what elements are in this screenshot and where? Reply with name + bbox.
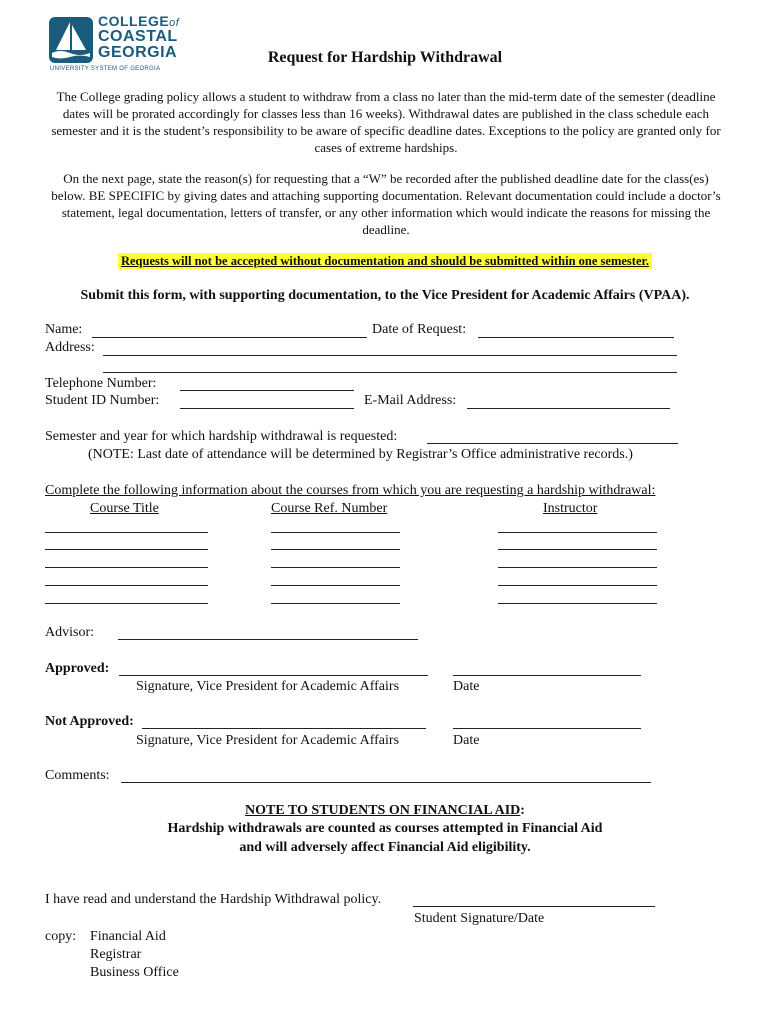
approved-signature-field[interactable]: [119, 675, 428, 676]
logo-line1: COLLEGE: [98, 13, 170, 29]
logo-line3: GEORGIA: [98, 44, 178, 61]
approved-date-field[interactable]: [453, 675, 641, 676]
not-approved-date-field[interactable]: [453, 728, 641, 729]
date-of-request-label: Date of Request:: [372, 322, 467, 337]
telephone-field[interactable]: [180, 390, 354, 391]
financial-aid-note-title: NOTE TO STUDENTS ON FINANCIAL AID:: [245, 803, 525, 818]
not-approved-label: Not Approved:: [45, 714, 134, 729]
copy-item: Business Office: [90, 965, 179, 980]
instructor-field[interactable]: [498, 549, 657, 550]
course-ref-field[interactable]: [271, 532, 400, 533]
instructions-paragraph: On the next page, state the reason(s) for requesting that a “W” be recorded after the published deadline date for the class(es) below. BE SPECIFIC by giving dates and attaching supporting documentation. Relevant documentation could include a doctor’s statement, legal documentation, letters of transfer, or any other information which would indicate the reasons for missing the deadline.: [51, 171, 721, 237]
course-title-field[interactable]: [45, 532, 208, 533]
address-field-2[interactable]: [103, 372, 677, 373]
approved-date-caption: Date: [453, 679, 480, 694]
student-id-label: Student ID Number:: [45, 393, 160, 408]
course-ref-field[interactable]: [271, 567, 400, 568]
course-ref-field[interactable]: [271, 585, 400, 586]
advisor-field[interactable]: [118, 639, 418, 640]
student-id-field[interactable]: [180, 408, 354, 409]
page-title: Request for Hardship Withdrawal: [267, 49, 503, 66]
logo-line1-suffix: of: [169, 17, 180, 29]
instructor-field[interactable]: [498, 603, 657, 604]
documentation-warning: Requests will not be accepted without documentation and should be submitted within one semester.: [0, 252, 770, 270]
instructor-header: Instructor: [543, 501, 598, 516]
course-title-field[interactable]: [45, 585, 208, 586]
student-signature-caption: Student Signature/Date: [414, 911, 545, 926]
course-title-header: Course Title: [90, 501, 159, 516]
financial-aid-note-line2: and will adversely affect Financial Aid eligibility.: [239, 840, 531, 855]
name-label: Name:: [45, 322, 83, 337]
course-title-field[interactable]: [45, 567, 208, 568]
telephone-label: Telephone Number:: [45, 376, 157, 391]
logo-line2: COASTAL: [98, 28, 178, 45]
date-of-request-field[interactable]: [478, 337, 674, 338]
course-ref-field[interactable]: [271, 549, 400, 550]
semester-label: Semester and year for which hardship withdrawal is requested:: [45, 429, 398, 444]
course-title-field[interactable]: [45, 549, 208, 550]
logo-tagline: UNIVERSITY SYSTEM OF GEORGIA: [50, 66, 161, 72]
address-label: Address:: [45, 340, 95, 355]
instructor-field[interactable]: [498, 585, 657, 586]
copy-item: Registrar: [90, 947, 142, 962]
submit-instruction: Submit this form, with supporting documentation, to the Vice President for Academic Affairs (VPAA).: [80, 288, 690, 303]
instructor-field[interactable]: [498, 567, 657, 568]
address-field-1[interactable]: [103, 355, 677, 356]
email-field[interactable]: [467, 408, 670, 409]
not-approved-signature-caption: Signature, Vice President for Academic Affairs: [136, 733, 400, 748]
email-label: E-Mail Address:: [364, 393, 457, 408]
acknowledge-statement: I have read and understand the Hardship Withdrawal policy.: [45, 892, 382, 907]
financial-aid-note-line1: Hardship withdrawals are counted as courses attempted in Financial Aid: [167, 821, 603, 836]
instructor-field[interactable]: [498, 532, 657, 533]
name-field[interactable]: [92, 337, 367, 338]
not-approved-date-caption: Date: [453, 733, 480, 748]
comments-label: Comments:: [45, 768, 110, 783]
not-approved-signature-field[interactable]: [142, 728, 426, 729]
approved-label: Approved:: [45, 661, 110, 676]
semester-field[interactable]: [427, 443, 678, 444]
course-ref-header: Course Ref. Number: [271, 501, 388, 516]
approved-signature-caption: Signature, Vice President for Academic Affairs: [136, 679, 400, 694]
semester-note: (NOTE: Last date of attendance will be determined by Registrar’s Office administrative records.): [88, 447, 633, 462]
student-signature-field[interactable]: [413, 906, 655, 907]
copy-item: Financial Aid: [90, 929, 166, 944]
copy-label: copy:: [45, 929, 77, 944]
courses-intro: Complete the following information about the courses from which you are requesting a hardship withdrawal:: [45, 483, 656, 498]
comments-field[interactable]: [121, 782, 651, 783]
policy-paragraph: The College grading policy allows a student to withdraw from a class no later than the mid-term date of the semester (deadline dates will be prorated accordingly for classes less than 16 weeks). Withdrawal dates are published in the class schedule each semester and it is the student’s responsibility to be aware of specific deadline dates. Exceptions to the policy are granted only for cases of extreme hardships.: [51, 89, 721, 155]
course-title-field[interactable]: [45, 603, 208, 604]
course-ref-field[interactable]: [271, 603, 400, 604]
advisor-label: Advisor:: [45, 625, 94, 640]
